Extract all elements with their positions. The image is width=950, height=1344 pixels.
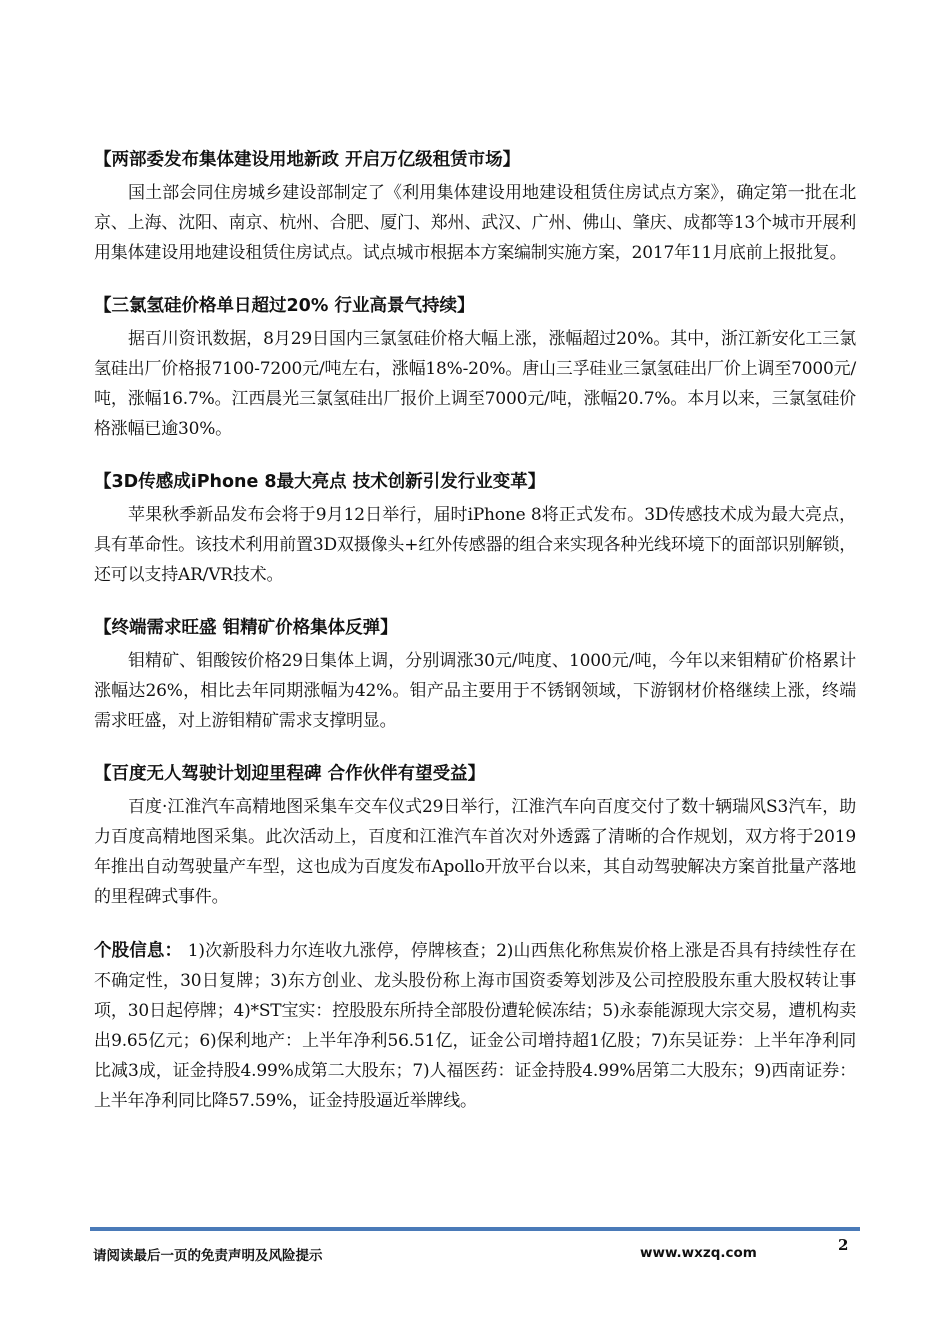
section-body: 钼精矿、钼酸铵价格29日集体上调，分别调涨30元/吨度、1000元/吨，今年以来钼精矿价格累计涨幅达26%，相比去年同期涨幅为42%。钼产品主要用于不锈钢领域，下游钢材价格继续上涨，终端需求旺盛，对上游钼精矿需求支撑明显。 (94, 651, 856, 731)
stock-info-paragraph (94, 936, 856, 1116)
news-section (94, 614, 856, 736)
section-body: 苹果秋季新品发布会将于9月12日举行，届时iPhone 8将正式发布。3D传感技术成为最大亮点，具有革命性。该技术利用前置3D双摄像头+红外传感器的组合来实现各种光线环境下的面部识别解锁，还可以支持AR/VR技术。 (94, 505, 856, 585)
news-section (94, 146, 856, 268)
page-number: 2 (838, 1236, 849, 1254)
news-section (94, 468, 856, 590)
section-title: 【两部委发布集体建设用地新政 开启万亿级租赁市场】 (94, 150, 521, 170)
stock-info-text: 1)次新股科力尔连收九涨停，停牌核查；2)山西焦化称焦炭价格上涨是否具有持续性存在不确定性，30日复牌；3)东方创业、龙头股份称上海市国资委筹划涉及公司控股股东重大股权转让事项，30日起停牌；4)*ST宝实：控股股东所持全部股份遭轮候冻结；5)永泰能源现大宗交易，遭机构卖出9.65亿元；6)保利地产：上半年净利56.51亿，证金公司增持超1亿股；7)东吴证券：上半年净利同比减3成，证金持股4.99%成第二大股东；7)人福医药：证金持股4.99%居第二大股东；9)西南证券：上半年净利同比降57.59%，证金持股逼近举牌线。 (94, 941, 856, 1111)
stock-info-label: 个股信息： (94, 941, 183, 961)
section-body: 据百川资讯数据，8月29日国内三氯氢硅价格大幅上涨，涨幅超过20%。其中，浙江新安化工三氯氢硅出厂价格报7100-7200元/吨左右，涨幅18%-20%。唐山三孚硅业三氯氢硅出厂价上调至7000元/吨，涨幅16.7%。江西晨光三氯氢硅出厂报价上调至7000元/吨，涨幅20.7%。本月以来，三氯氢硅价格涨幅已逾30%。 (94, 329, 856, 439)
section-title: 【百度无人驾驶计划迎里程碑 合作伙伴有望受益】 (94, 764, 486, 784)
section-body: 国土部会同住房城乡建设部制定了《利用集体建设用地建设租赁住房试点方案》，确定第一批在北京、上海、沈阳、南京、杭州、合肥、厦门、郑州、武汉、广州、佛山、肇庆、成都等13个城市开展利用集体建设用地建设租赁住房试点。试点城市根据本方案编制实施方案，2017年11月底前上报批复。 (94, 183, 856, 263)
section-title: 【3D传感成iPhone 8最大亮点 技术创新引发行业变革】 (94, 472, 546, 492)
footer-disclaimer: 请阅读最后一页的免责声明及风险提示 (93, 1248, 323, 1264)
document-content (94, 146, 856, 1116)
section-title: 【终端需求旺盛 钼精矿价格集体反弹】 (94, 618, 398, 638)
section-body: 百度·江淮汽车高精地图采集车交车仪式29日举行，江淮汽车向百度交付了数十辆瑞风S3汽车，助力百度高精地图采集。此次活动上，百度和江淮汽车首次对外透露了清晰的合作规划，双方将于2019年推出自动驾驶量产车型，这也成为百度发布Apollo开放平台以来，其自动驾驶解决方案首批量产落地的里程碑式事件。 (94, 797, 856, 907)
section-title: 【三氯氢硅价格单日超过20% 行业高景气持续】 (94, 296, 475, 316)
footer-rule (90, 1227, 860, 1231)
news-section (94, 292, 856, 444)
news-section (94, 760, 856, 912)
footer-website[interactable]: www.wxzq.com (640, 1245, 757, 1261)
